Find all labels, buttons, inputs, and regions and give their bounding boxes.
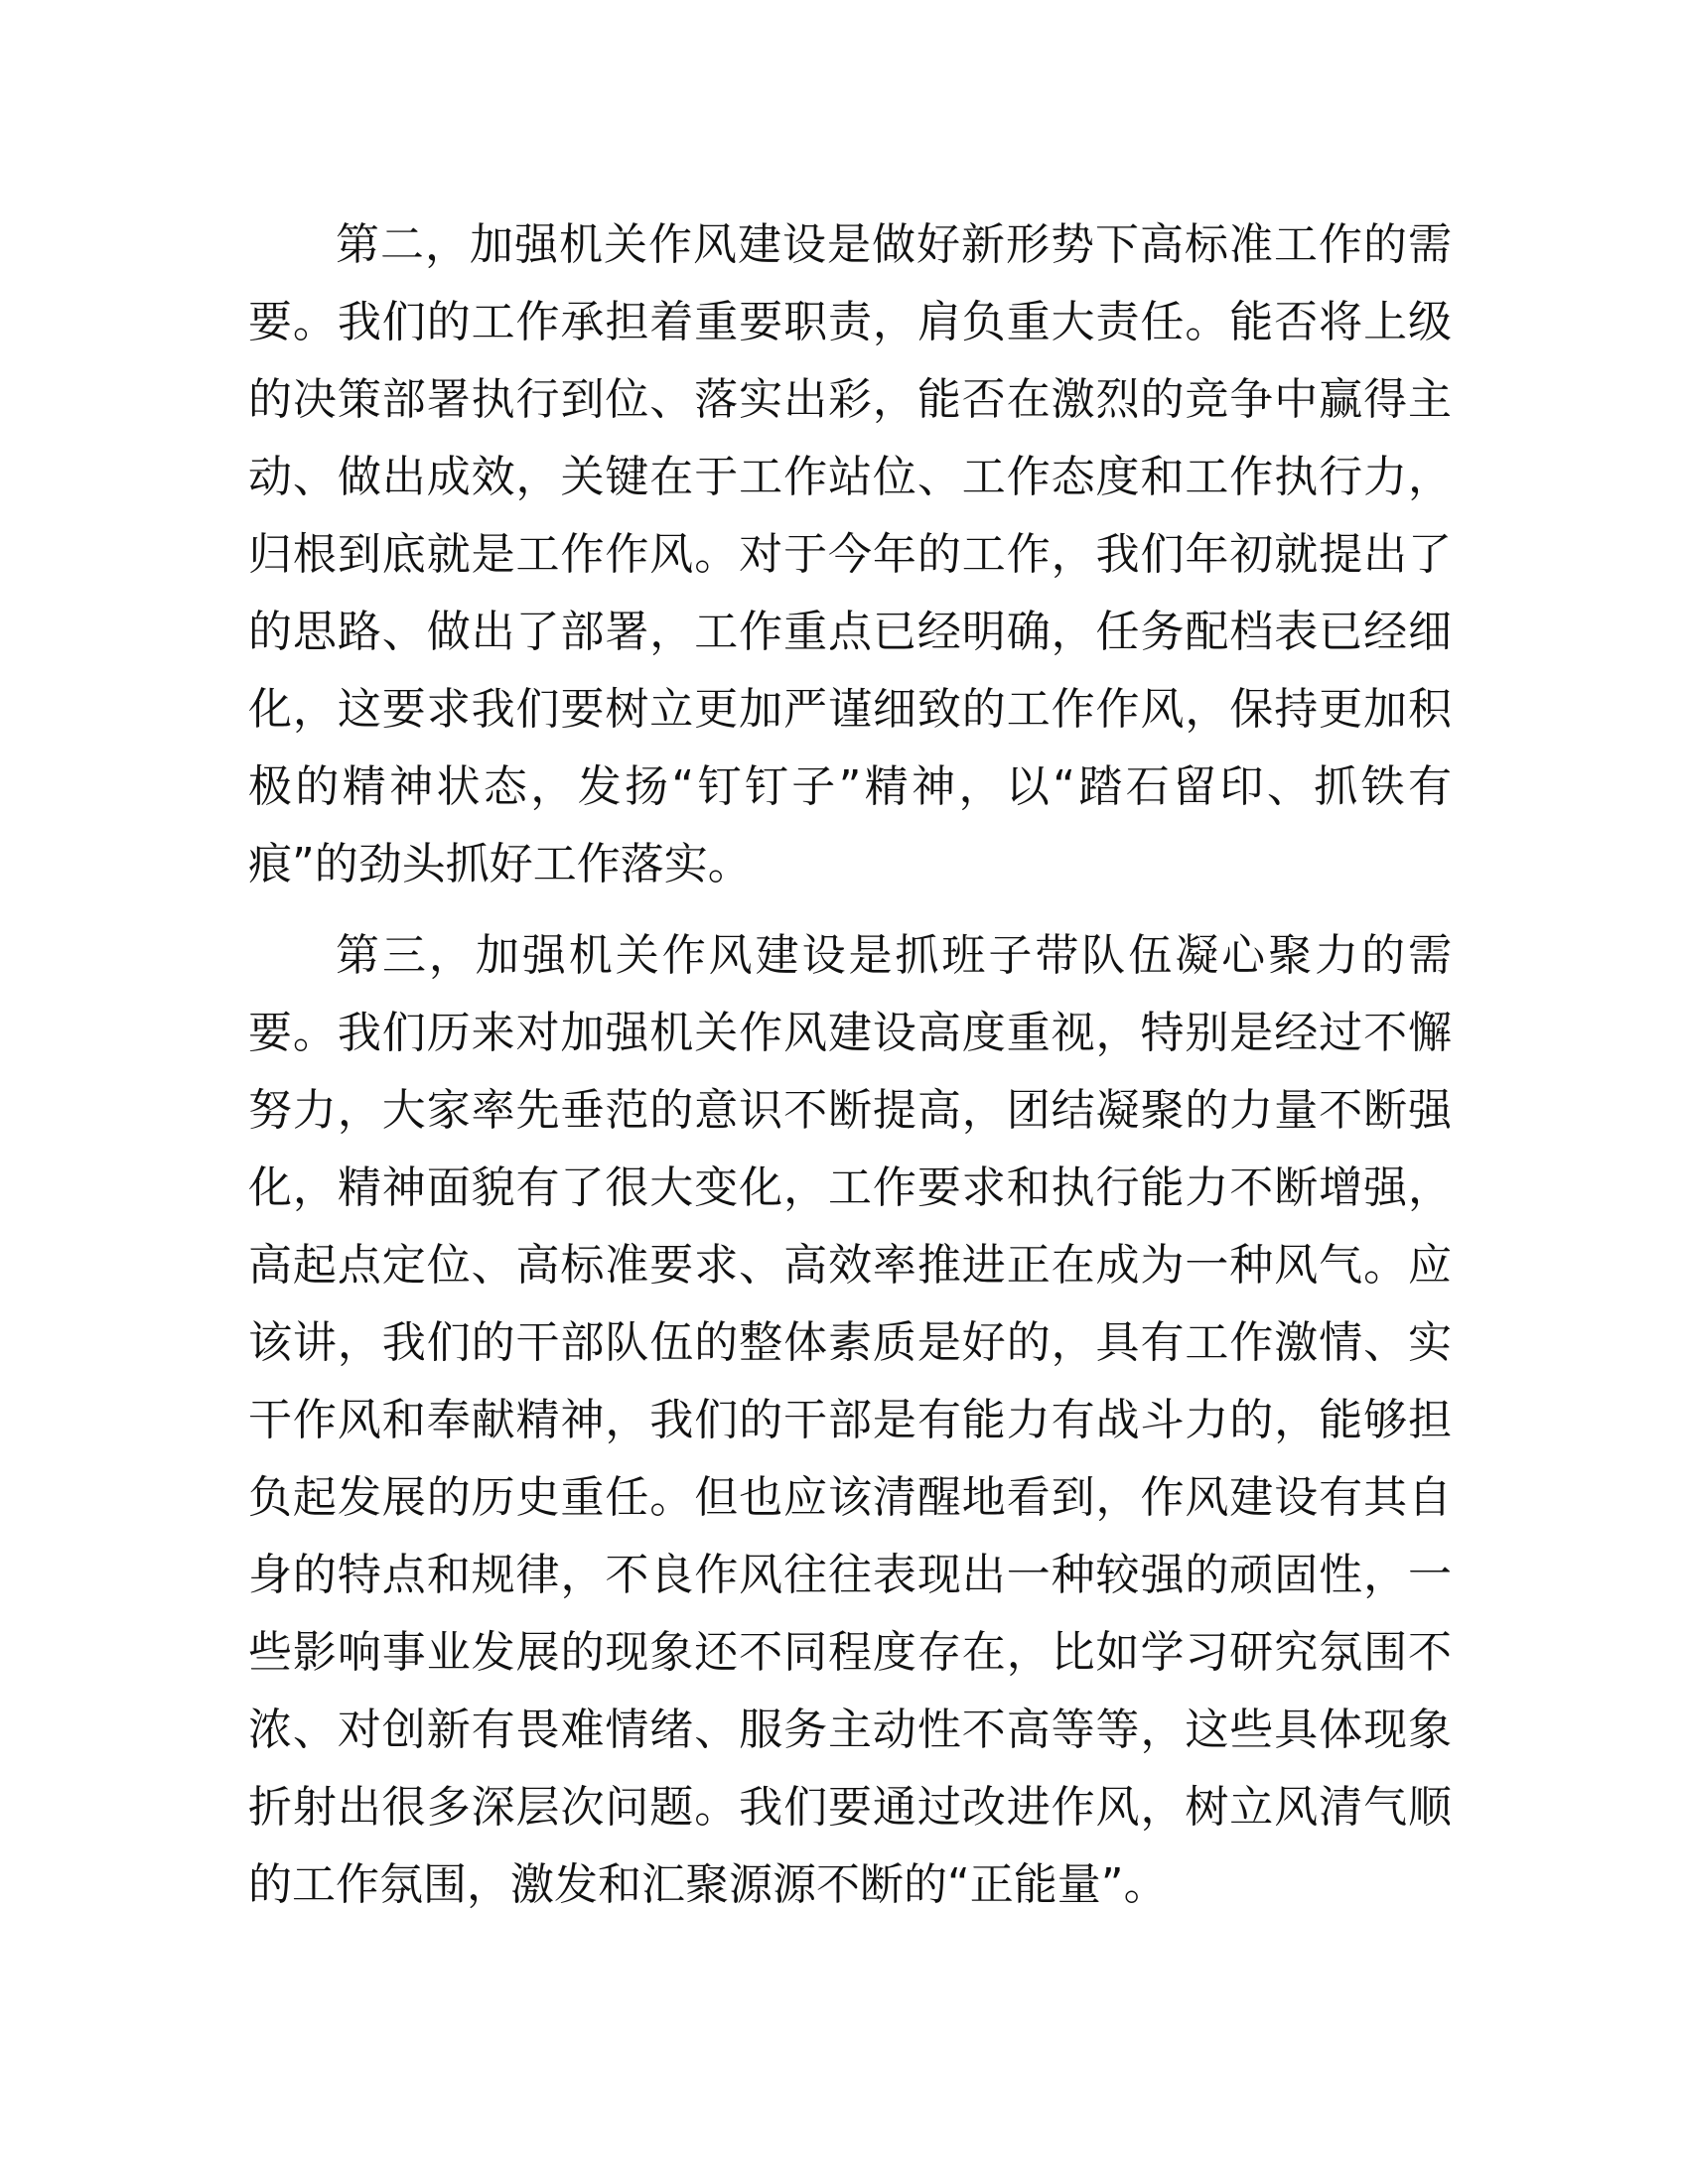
text-line: 要。我们历来对加强机关作风建设高度重视，特别是经过不懈 (248, 1008, 1452, 1058)
text-line: 身的特点和规律，不良作风往往表现出一种较强的顽固性，一 (248, 1550, 1452, 1600)
paragraph (248, 917, 1452, 1924)
text-line: 化，精神面貌有了很大变化，工作要求和执行能力不断增强， (248, 1162, 1452, 1213)
text-line: 的工作氛围，激发和汇聚源源不断的“正能量”。 (248, 1859, 1168, 1910)
text-line: 干作风和奉献精神，我们的干部是有能力有战斗力的，能够担 (248, 1395, 1452, 1445)
text-line: 动、做出成效，关键在于工作站位、工作态度和工作执行力， (248, 452, 1452, 502)
text-line: 高起点定位、高标准要求、高效率推进正在成为一种风气。应 (248, 1240, 1452, 1291)
text-line: 负起发展的历史重任。但也应该清醒地看到，作风建设有其自 (248, 1472, 1452, 1523)
text-line: 折射出很多深层次问题。我们要通过改进作风，树立风清气顺 (248, 1782, 1452, 1833)
text-line: 浓、对创新有畏难情绪、服务主动性不高等等，这些具体现象 (248, 1705, 1452, 1755)
text-line: 痕”的劲头抓好工作落实。 (248, 839, 752, 889)
text-line: 第二，加强机关作风建设是做好新形势下高标准工作的需 (336, 219, 1452, 270)
text-line: 些影响事业发展的现象还不同程度存在，比如学习研究氛围不 (248, 1627, 1452, 1678)
document-page (248, 206, 1452, 1938)
text-line: 化，这要求我们要树立更加严谨细致的工作作风，保持更加积 (248, 684, 1452, 735)
text-line: 的决策部署执行到位、落实出彩，能否在激烈的竞争中赢得主 (248, 374, 1452, 425)
text-line: 的思路、做出了部署，工作重点已经明确，任务配档表已经细 (248, 607, 1452, 657)
text-line: 归根到底就是工作作风。对于今年的工作，我们年初就提出了 (248, 529, 1452, 580)
text-line: 第三，加强机关作风建设是抓班子带队伍凝心聚力的需 (336, 930, 1452, 981)
text-line: 要。我们的工作承担着重要职责，肩负重大责任。能否将上级 (248, 297, 1452, 347)
text-line: 极的精神状态，发扬“钉钉子”精神，以“踏石留印、抓铁有 (248, 761, 1452, 812)
paragraph (248, 206, 1452, 903)
text-line: 该讲，我们的干部队伍的整体素质是好的，具有工作激情、实 (248, 1317, 1452, 1368)
text-line: 努力，大家率先垂范的意识不断提高，团结凝聚的力量不断强 (248, 1085, 1452, 1136)
